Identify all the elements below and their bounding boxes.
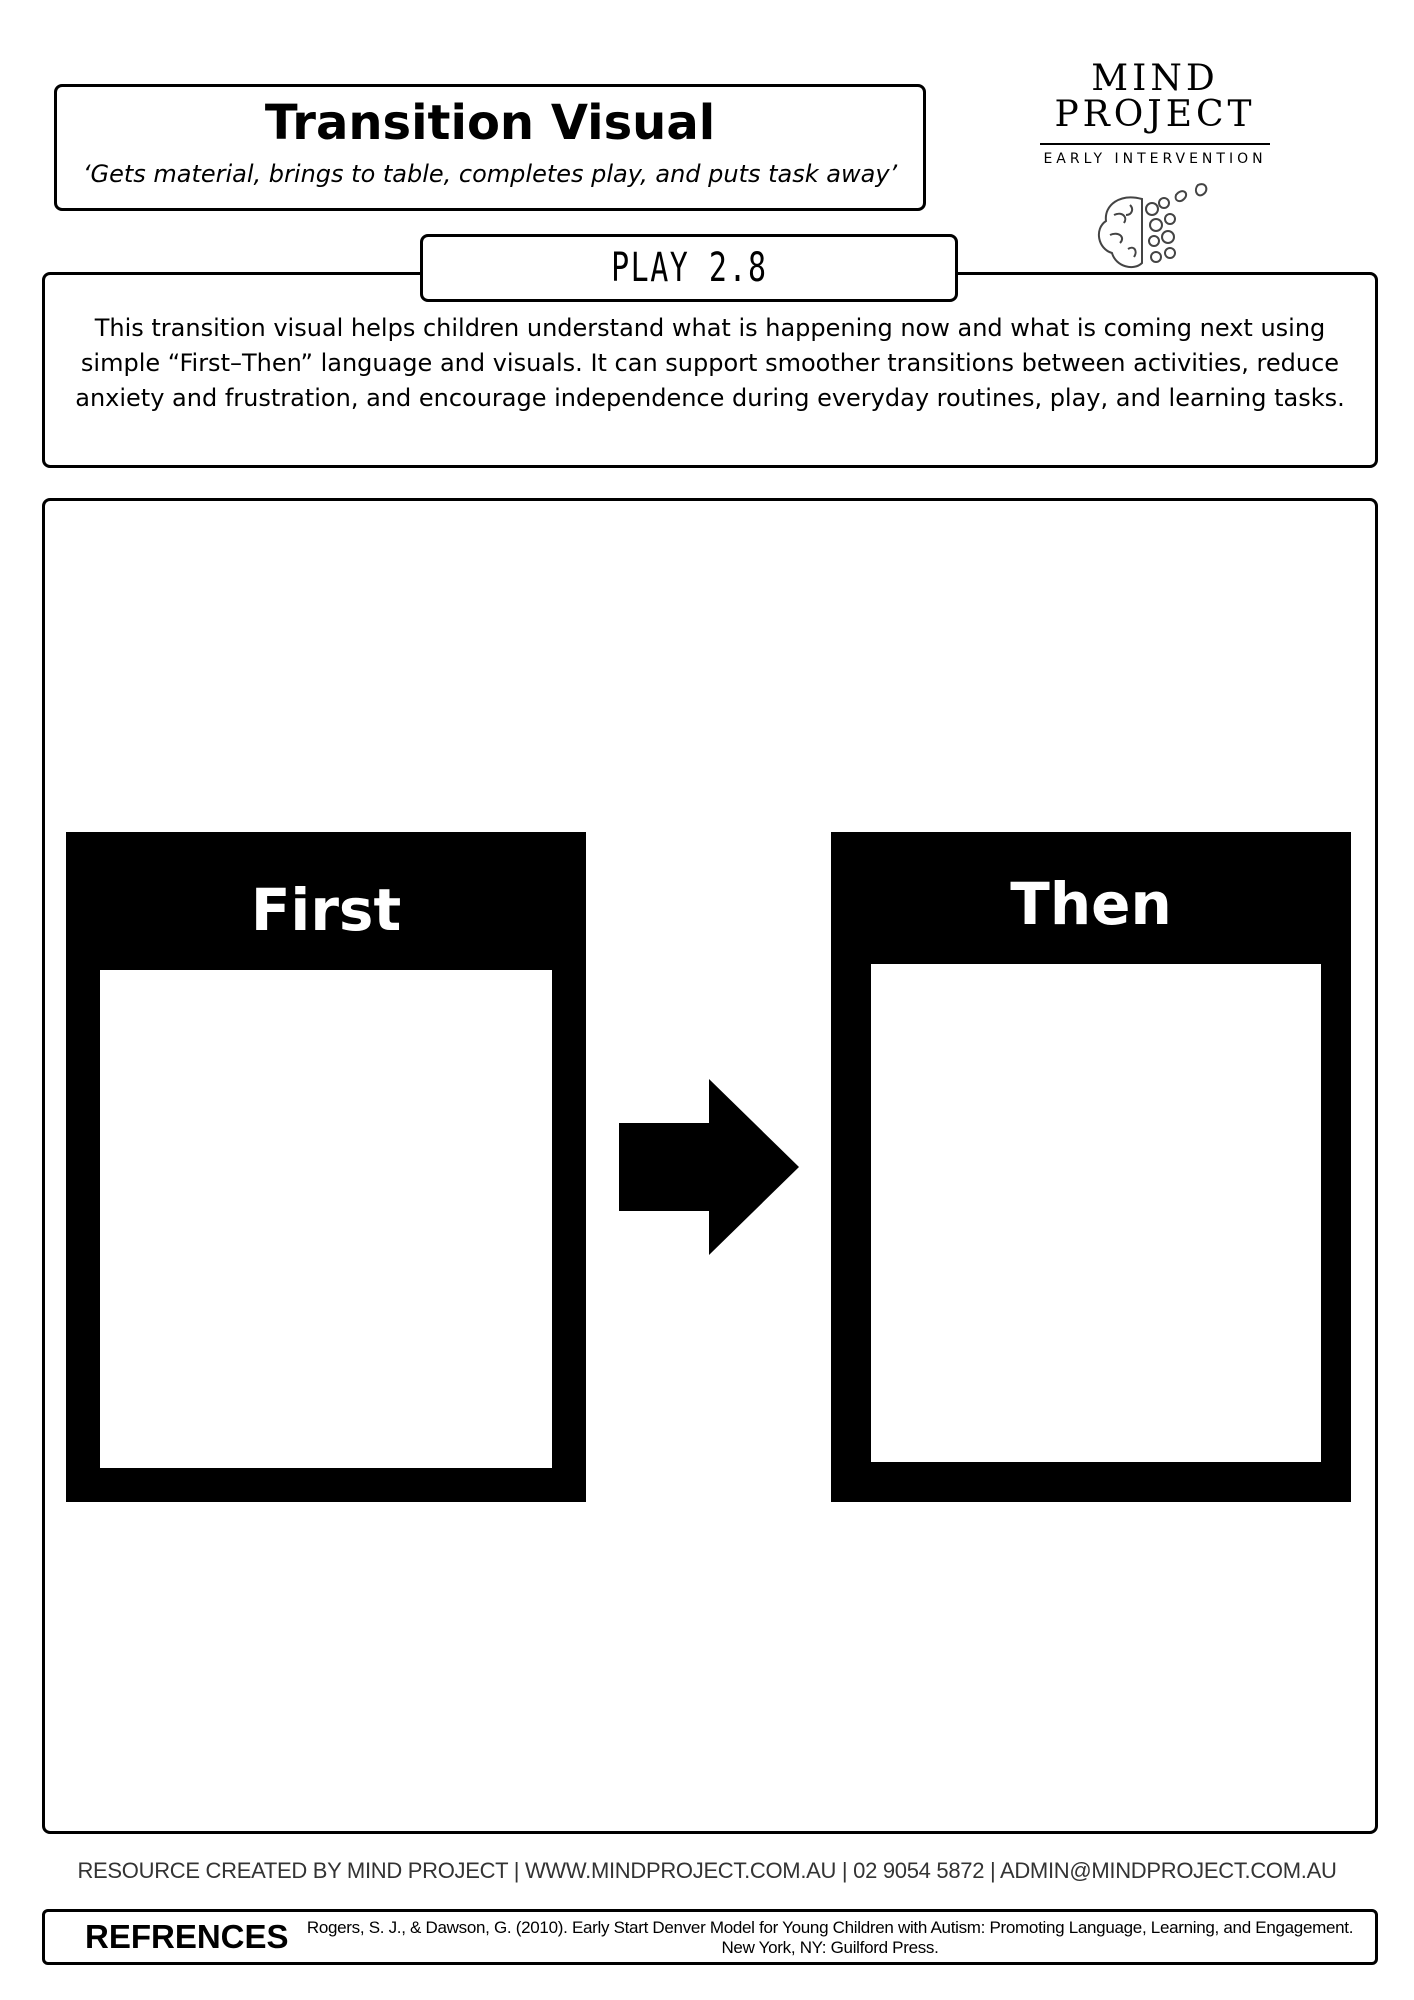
- play-tag: [420, 234, 958, 302]
- page-subtitle: ‘Gets material, brings to table, completes play, and puts task away’: [82, 159, 898, 188]
- then-card-title: Then: [1010, 870, 1172, 938]
- logo: [985, 55, 1325, 260]
- logo-tagline: EARLY INTERVENTION: [1043, 151, 1267, 167]
- footer-credit: RESOURCE CREATED BY MIND PROJECT | WWW.MINDPROJECT.COM.AU | 02 9054 5872 | ADMIN@MINDPROJECT.COM.AU: [77, 1858, 1337, 1883]
- first-card: [66, 832, 586, 1502]
- logo-divider: [1040, 143, 1270, 145]
- logo-name: MIND PROJECT: [1054, 58, 1256, 135]
- arrow-right-icon: [619, 1079, 799, 1255]
- then-card: [831, 832, 1351, 1502]
- play-tag-label: PLAY 2.8: [610, 245, 768, 291]
- brain-icon: [1080, 179, 1230, 279]
- title-box: [54, 84, 926, 211]
- references-label: REFRENCES: [85, 1918, 289, 1955]
- page-title: Transition Visual: [264, 95, 716, 151]
- description-text: This transition visual helps children understand what is happening now and what is coming next using simple “First–Then” language and visuals. It can support smoother transitions between activities, reduce anxiety and frustration, and encourage independence during everyday routines, play, and learning tasks.: [75, 314, 1345, 412]
- first-card-title: First: [250, 876, 402, 944]
- then-picture-slot: [871, 964, 1321, 1462]
- references-box: [42, 1909, 1378, 1965]
- first-picture-slot: [100, 970, 552, 1468]
- references-text: Rogers, S. J., & Dawson, G. (2010). Early Start Denver Model for Young Children with Autism: Promoting Language, Learning, and Engagement. New York, NY: Guilford Press.: [306, 1918, 1354, 1957]
